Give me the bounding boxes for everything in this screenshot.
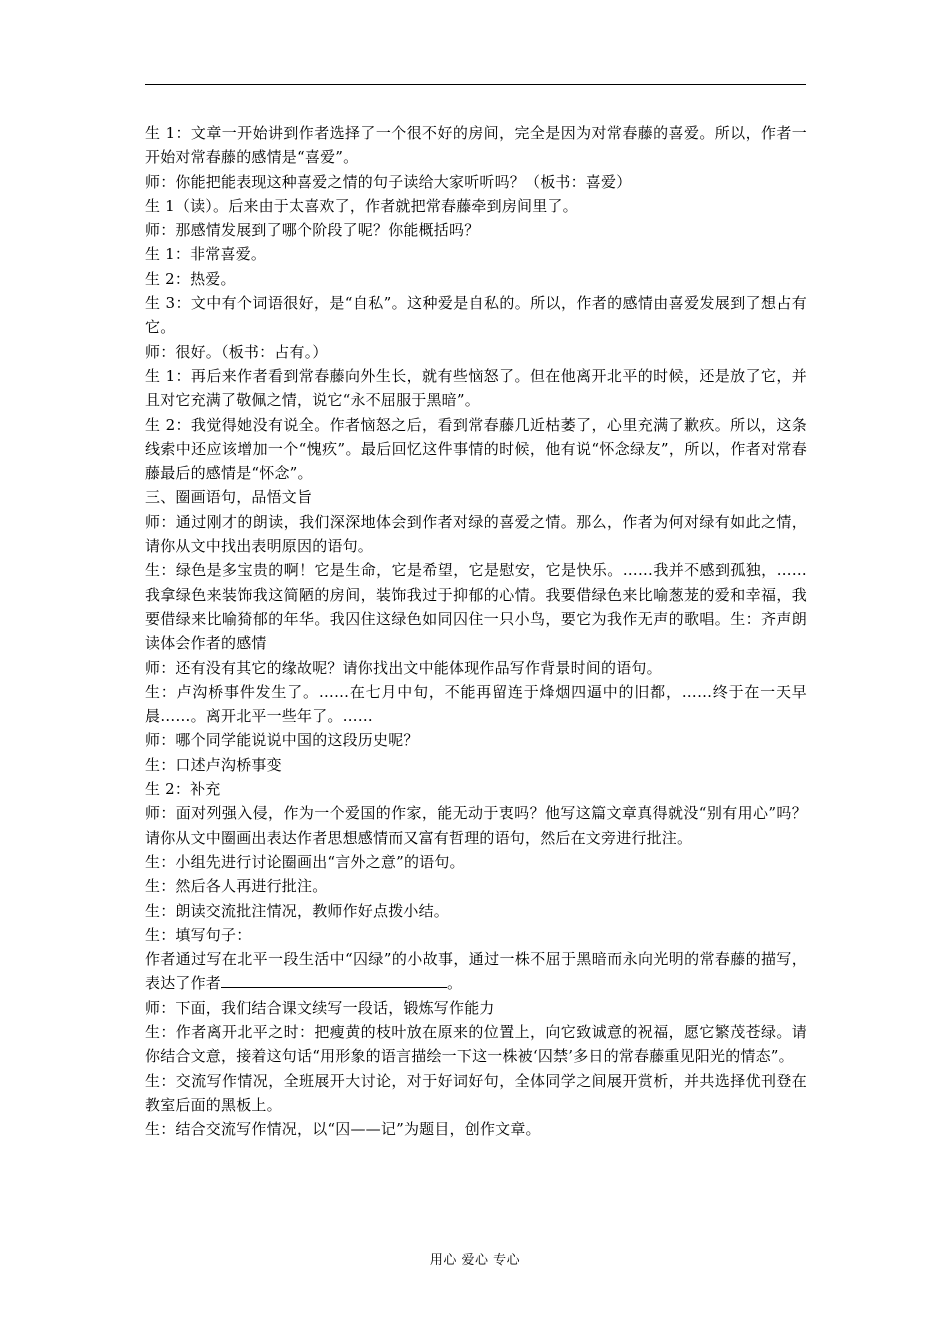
paragraph: 生 2：我觉得她没有说全。作者恼怒之后，看到常春藤几近枯萎了，心里充满了歉疚。所以，这条线索中还应该增加一个“愧疚”。最后回忆这件事情的时候，他有说“怀念绿友”，所以，作者对常春藤最后的感情是“怀念”。 [145, 415, 807, 483]
fill-in-blank [221, 971, 447, 988]
paragraph: 师：通过刚才的朗读，我们深深地体会到作者对绿的喜爱之情。那么，作者为何对绿有如此之情，请你从文中找出表明原因的语句。 [145, 512, 807, 556]
paragraph: 生：结合交流写作情况，以“囚——记”为题目，创作文章。 [145, 1120, 541, 1139]
paragraph: 生：交流写作情况，全班展开大讨论，对于好词好句，全体同学之间展开赏析，并共选择优刊登在教室后面的黑板上。 [145, 1071, 807, 1114]
paragraph: 师：哪个同学能说说中国的这段历史呢？ [145, 731, 419, 750]
paragraph: 师：你能把能表现这种喜爱之情的句子读给大家听听吗？（板书：喜爱） [145, 172, 632, 191]
document-body [145, 121, 807, 1141]
paragraph: 生：口述卢沟桥事变 [145, 755, 282, 774]
paragraph: 生 1（读）。后来由于太喜欢了，作者就把常春藤牵到房间里了。 [145, 196, 578, 215]
paragraph: 生：小组先进行讨论圈画出“言外之意”的语句。 [145, 852, 465, 871]
paragraph: 生：卢沟桥事件发生了。……在七月中旬，不能再留连于烽烟四逼中的旧都，……终于在一天早晨……。离开北平一些年了。…… [145, 682, 807, 726]
paragraph: 生 1：文章一开始讲到作者选择了一个很不好的房间，完全是因为对常春藤的喜爱。所以，作者一开始对常春藤的感情是“喜爱”。 [145, 124, 807, 167]
page-footer: 用心 爱心 专心 [429, 1253, 521, 1268]
paragraph: 生：朗读交流批注情况，教师作好点拨小结。 [145, 901, 450, 920]
paragraph: 生 1：再后来作者看到常春藤向外生长，就有些恼怒了。但在他离开北平的时候，还是放了它，并且对它充满了敬佩之情，说它“永不屈服于黑暗”。 [145, 366, 807, 410]
paragraph: 生：填写句子： [145, 925, 252, 944]
header-rule [145, 84, 806, 85]
paragraph: 师：那感情发展到了哪个阶段了呢？你能概括吗？ [145, 221, 480, 240]
fill-in-text: 作者通过写在北平一段生活中“囚绿”的小故事，通过一株不屈于黑暗而永向光明的常春藤的描写，表达了作者 [145, 950, 807, 993]
fill-in-end: 。 [447, 974, 463, 993]
paragraph: 师：还有没有其它的缘故呢？请你找出文中能体现作品写作背景时间的语句。 [145, 658, 662, 677]
paragraph: 生 1：非常喜爱。 [145, 245, 267, 264]
section-heading: 三、圈画语句，品悟文旨 [145, 488, 313, 507]
paragraph: 生 3：文中有个词语很好，是“自私”。这种爱是自私的。所以，作者的感情由喜爱发展到了想占有它。 [145, 294, 807, 337]
paragraph: 师：下面，我们结合课文续写一段话，锻炼写作能力 [145, 998, 495, 1017]
paragraph: 生：作者离开北平之时：把瘦黄的枝叶放在原来的位置上，向它致诚意的祝福，愿它繁茂苍绿。请你结合文意，接着这句话“用形象的语言描绘一下这一株被‘囚禁’多日的常春藤重见阳光的情态”。 [145, 1022, 807, 1066]
fill-in-sentence [145, 947, 807, 996]
paragraph: 生 2：补充 [145, 780, 221, 799]
paragraph: 生 2：热爱。 [145, 269, 236, 288]
paragraph: 师：很好。（板书：占有。） [145, 342, 328, 361]
paragraph: 生：绿色是多宝贵的啊！它是生命，它是希望，它是慰安，它是快乐。……我并不感到孤独，……我拿绿色来装饰我这简陋的房间，装饰我过于抑郁的心情。我要借绿色来比喻葱茏的爱和幸福，我要借绿来比喻猗郁的年华。我囚住这绿色如同囚住一只小鸟，要它为我作无声的歌唱。生：齐声朗读体会作者的感情 [145, 561, 807, 653]
paragraph: 师：面对列强入侵，作为一个爱国的作家，能无动于衷吗？他写这篇文章真得就没“别有用心”吗？请你从文中圈画出表达作者思想感情而又富有哲理的语句，然后在文旁进行批注。 [145, 804, 807, 847]
paragraph: 生：然后各人再进行批注。 [145, 877, 328, 896]
